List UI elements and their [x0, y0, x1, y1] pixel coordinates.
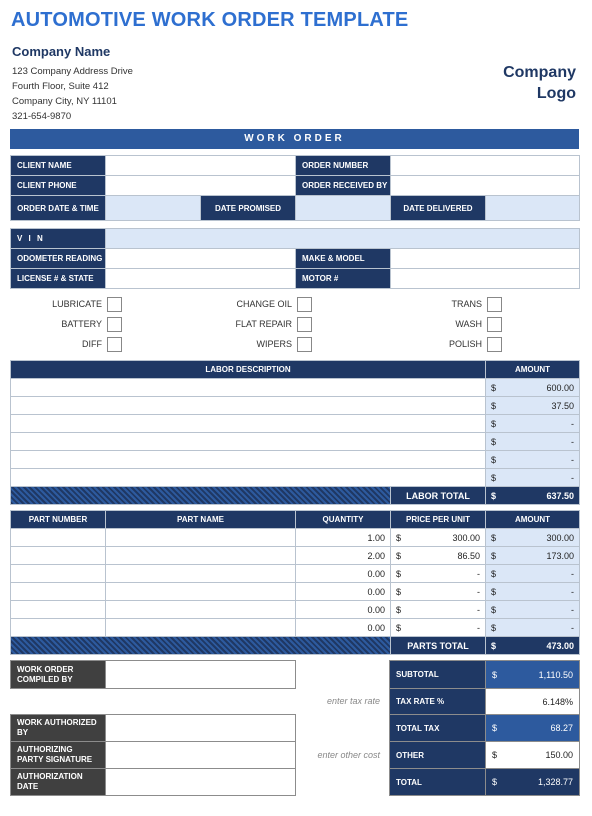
- wipers-label: WIPERS: [256, 339, 292, 349]
- part-name-header: PART NAME: [106, 511, 296, 529]
- other-value: 150.00: [545, 750, 573, 760]
- currency-symbol: $: [396, 622, 402, 633]
- table-row: [11, 565, 580, 583]
- price-value: -: [477, 586, 480, 597]
- summary-table: [389, 660, 580, 796]
- authorization-box: [10, 714, 296, 796]
- labor-total-row: [10, 486, 580, 505]
- labor-amount-cell: [486, 397, 580, 415]
- currency-symbol: $: [492, 669, 498, 680]
- currency-symbol: $: [491, 532, 497, 543]
- labor-amount-cell: [486, 469, 580, 487]
- company-name: Company Name: [12, 44, 111, 59]
- company-logo: [456, 62, 576, 104]
- parts-total-stripe: [11, 637, 391, 655]
- currency-symbol: $: [491, 436, 497, 447]
- total-value: 1,328.77: [537, 777, 573, 787]
- part-name-cell[interactable]: [106, 583, 296, 601]
- tax-rate-label: TAX RATE %: [390, 689, 486, 715]
- price-cell[interactable]: [391, 547, 486, 565]
- trans-label: TRANS: [451, 299, 482, 309]
- subtotal-value: 1,110.50: [538, 669, 573, 680]
- part-name-cell[interactable]: [106, 565, 296, 583]
- currency-symbol: $: [492, 777, 498, 787]
- labor-amount-value: -: [571, 436, 574, 447]
- currency-symbol: $: [491, 472, 497, 483]
- date-delivered-label: DATE DELIVERED: [391, 196, 486, 221]
- currency-symbol: $: [491, 604, 497, 615]
- flat-repair-checkbox[interactable]: [297, 317, 312, 332]
- labor-amount-value: 600.00: [546, 382, 574, 393]
- motor-label: MOTOR #: [296, 269, 391, 289]
- quantity-cell[interactable]: 0.00: [296, 619, 391, 637]
- currency-symbol: $: [492, 750, 498, 760]
- parts-total-label: PARTS TOTAL: [391, 637, 486, 655]
- change-oil-checkbox[interactable]: [297, 297, 312, 312]
- authorized-by-field[interactable]: [106, 715, 296, 742]
- compiled-by-label: WORK ORDER COMPILED BY: [11, 661, 106, 689]
- currency-symbol: $: [491, 640, 497, 651]
- labor-total-label: LABOR TOTAL: [391, 487, 486, 505]
- part-name-cell[interactable]: [106, 619, 296, 637]
- subtotal-amount: [486, 661, 580, 689]
- odometer-label: ODOMETER READING: [11, 249, 106, 269]
- parts-amount-value: 173.00: [546, 550, 574, 561]
- battery-label: BATTERY: [61, 319, 102, 329]
- currency-symbol: $: [396, 532, 402, 543]
- address-line-2: Fourth Floor, Suite 412: [12, 81, 109, 92]
- client-phone-label: CLIENT PHONE: [11, 176, 106, 196]
- logo-line-1: Company: [503, 64, 576, 81]
- labor-total-value: 637.50: [546, 490, 574, 501]
- compiled-by-box: [10, 660, 296, 689]
- labor-description-cell[interactable]: [11, 415, 486, 433]
- currency-symbol: $: [396, 568, 402, 579]
- other-label: OTHER: [390, 742, 486, 769]
- lubricate-checkbox[interactable]: [107, 297, 122, 312]
- parts-amount-value: -: [571, 604, 574, 615]
- total-amount: [486, 769, 580, 796]
- part-number-cell[interactable]: [11, 583, 106, 601]
- currency-symbol: $: [491, 568, 497, 579]
- currency-symbol: $: [396, 604, 402, 615]
- price-value: 300.00: [452, 532, 480, 543]
- price-cell[interactable]: [391, 601, 486, 619]
- part-number-cell[interactable]: [11, 547, 106, 565]
- flat-repair-label: FLAT REPAIR: [235, 319, 292, 329]
- license-state-label: LICENSE # & STATE: [11, 269, 106, 289]
- labor-description-header: LABOR DESCRIPTION: [11, 361, 486, 379]
- currency-symbol: $: [396, 550, 402, 561]
- license-state-field[interactable]: [106, 269, 296, 289]
- parts-amount-cell: [486, 565, 580, 583]
- parts-total-value: 473.00: [546, 640, 574, 651]
- part-name-cell[interactable]: [106, 529, 296, 547]
- labor-total-stripe: [11, 487, 391, 505]
- part-number-cell[interactable]: [11, 601, 106, 619]
- labor-amount-value: -: [571, 418, 574, 429]
- labor-amount-cell: [486, 379, 580, 397]
- tax-rate-hint: enter tax rate: [326, 696, 380, 706]
- table-row: [11, 451, 580, 469]
- address-line-3: Company City, NY 11101: [12, 96, 117, 107]
- wash-label: WASH: [455, 319, 482, 329]
- table-row: [11, 415, 580, 433]
- motor-field[interactable]: [391, 269, 580, 289]
- polish-checkbox[interactable]: [487, 337, 502, 352]
- price-cell[interactable]: [391, 529, 486, 547]
- part-number-header: PART NUMBER: [11, 511, 106, 529]
- quantity-cell[interactable]: 0.00: [296, 583, 391, 601]
- currency-symbol: $: [491, 418, 497, 429]
- change-oil-label: CHANGE OIL: [236, 299, 292, 309]
- parts-total-row: [10, 636, 580, 655]
- price-value: -: [477, 568, 480, 579]
- authorized-by-label: WORK AUTHORIZED BY: [11, 715, 106, 742]
- battery-checkbox[interactable]: [107, 317, 122, 332]
- order-received-by-label: ORDER RECEIVED BY: [296, 176, 391, 196]
- labor-description-cell[interactable]: [11, 433, 486, 451]
- currency-symbol: $: [491, 382, 497, 393]
- quantity-cell[interactable]: 2.00: [296, 547, 391, 565]
- currency-symbol: $: [492, 723, 498, 733]
- total-label: TOTAL: [390, 769, 486, 796]
- lubricate-label: LUBRICATE: [52, 299, 102, 309]
- date-delivered-field[interactable]: [486, 196, 580, 221]
- parts-total-amount: [486, 637, 580, 655]
- parts-amount-cell: [486, 619, 580, 637]
- parts-amount-value: -: [571, 568, 574, 579]
- order-date-time-label: ORDER DATE & TIME: [11, 196, 106, 221]
- part-number-cell[interactable]: [11, 529, 106, 547]
- total-tax-label: TOTAL TAX: [390, 715, 486, 742]
- client-name-field[interactable]: [106, 156, 296, 176]
- authorization-date-label: AUTHORIZATION DATE: [11, 769, 106, 796]
- party-signature-label: AUTHORIZING PARTY SIGNATURE: [11, 742, 106, 769]
- labor-description-cell[interactable]: [11, 397, 486, 415]
- parts-amount-value: -: [571, 622, 574, 633]
- currency-symbol: $: [491, 490, 497, 501]
- order-number-field[interactable]: [391, 156, 580, 176]
- price-cell[interactable]: [391, 565, 486, 583]
- labor-amount-value: 37.50: [551, 400, 574, 411]
- labor-amount-value: -: [571, 454, 574, 465]
- part-name-cell[interactable]: [106, 547, 296, 565]
- part-number-cell[interactable]: [11, 619, 106, 637]
- odometer-field[interactable]: [106, 249, 296, 269]
- table-row: [11, 379, 580, 397]
- parts-amount-cell: [486, 583, 580, 601]
- parts-amount-cell: [486, 601, 580, 619]
- parts-table: [10, 510, 580, 637]
- price-per-unit-header: PRICE PER UNIT: [391, 511, 486, 529]
- currency-symbol: $: [396, 586, 402, 597]
- price-cell[interactable]: [391, 619, 486, 637]
- polish-label: POLISH: [448, 339, 482, 349]
- total-tax-amount: [486, 715, 580, 742]
- labor-amount-cell: [486, 415, 580, 433]
- labor-description-cell[interactable]: [11, 469, 486, 487]
- quantity-header: QUANTITY: [296, 511, 391, 529]
- other-amount[interactable]: [486, 742, 580, 769]
- client-phone-field[interactable]: [106, 176, 296, 196]
- table-row: [11, 469, 580, 487]
- table-row: [11, 583, 580, 601]
- order-received-by-field[interactable]: [391, 176, 580, 196]
- logo-line-2: Logo: [536, 85, 576, 102]
- compiled-by-field[interactable]: [106, 661, 296, 689]
- labor-description-cell[interactable]: [11, 451, 486, 469]
- parts-amount-cell: [486, 547, 580, 565]
- diff-label: DIFF: [82, 339, 102, 349]
- other-cost-hint: enter other cost: [317, 750, 380, 760]
- date-promised-label: DATE PROMISED: [201, 196, 296, 221]
- quantity-cell[interactable]: 0.00: [296, 601, 391, 619]
- table-row: [11, 619, 580, 637]
- trans-checkbox[interactable]: [487, 297, 502, 312]
- total-tax-value: 68.27: [550, 723, 573, 733]
- work-order-title-bar: WORK ORDER: [10, 129, 579, 149]
- parts-amount-value: -: [571, 586, 574, 597]
- table-row: [11, 547, 580, 565]
- page-title: AUTOMOTIVE WORK ORDER TEMPLATE: [11, 9, 409, 31]
- quantity-cell[interactable]: 0.00: [296, 565, 391, 583]
- price-cell[interactable]: [391, 583, 486, 601]
- table-row: [11, 397, 580, 415]
- quantity-cell[interactable]: 1.00: [296, 529, 391, 547]
- service-checklist: [10, 296, 579, 356]
- date-promised-field[interactable]: [296, 196, 391, 221]
- tax-rate-field[interactable]: 6.148%: [486, 689, 580, 715]
- table-row: [11, 433, 580, 451]
- parts-amount-header: AMOUNT: [486, 511, 580, 529]
- make-model-label: MAKE & MODEL: [296, 249, 391, 269]
- price-value: -: [477, 604, 480, 615]
- labor-table: [10, 360, 580, 487]
- labor-total-amount: [486, 487, 580, 505]
- labor-amount-cell: [486, 451, 580, 469]
- vehicle-info-table: [10, 228, 580, 289]
- make-model-field[interactable]: [391, 249, 580, 269]
- labor-description-cell[interactable]: [11, 379, 486, 397]
- order-number-label: ORDER NUMBER: [296, 156, 391, 176]
- labor-amount-header: AMOUNT: [486, 361, 580, 379]
- company-phone: 321-654-9870: [12, 111, 72, 122]
- parts-amount-cell: [486, 529, 580, 547]
- currency-symbol: $: [491, 586, 497, 597]
- authorization-date-field[interactable]: [106, 769, 296, 796]
- currency-symbol: $: [491, 454, 497, 465]
- table-row: [11, 529, 580, 547]
- price-value: 86.50: [457, 550, 480, 561]
- order-date-time-field[interactable]: [106, 196, 201, 221]
- part-number-cell[interactable]: [11, 565, 106, 583]
- part-name-cell[interactable]: [106, 601, 296, 619]
- client-info-table: [10, 155, 580, 221]
- labor-amount-value: -: [571, 472, 574, 483]
- wipers-checkbox[interactable]: [297, 337, 312, 352]
- labor-amount-cell: [486, 433, 580, 451]
- vin-label: V I N: [11, 229, 106, 249]
- currency-symbol: $: [491, 622, 497, 633]
- subtotal-label: SUBTOTAL: [390, 661, 486, 689]
- table-row: [11, 601, 580, 619]
- parts-amount-value: 300.00: [546, 532, 574, 543]
- wash-checkbox[interactable]: [487, 317, 502, 332]
- vin-field[interactable]: [106, 229, 580, 249]
- currency-symbol: $: [491, 550, 497, 561]
- diff-checkbox[interactable]: [107, 337, 122, 352]
- address-line-1: 123 Company Address Drive: [12, 66, 133, 77]
- client-name-label: CLIENT NAME: [11, 156, 106, 176]
- currency-symbol: $: [491, 400, 497, 411]
- price-value: -: [477, 622, 480, 633]
